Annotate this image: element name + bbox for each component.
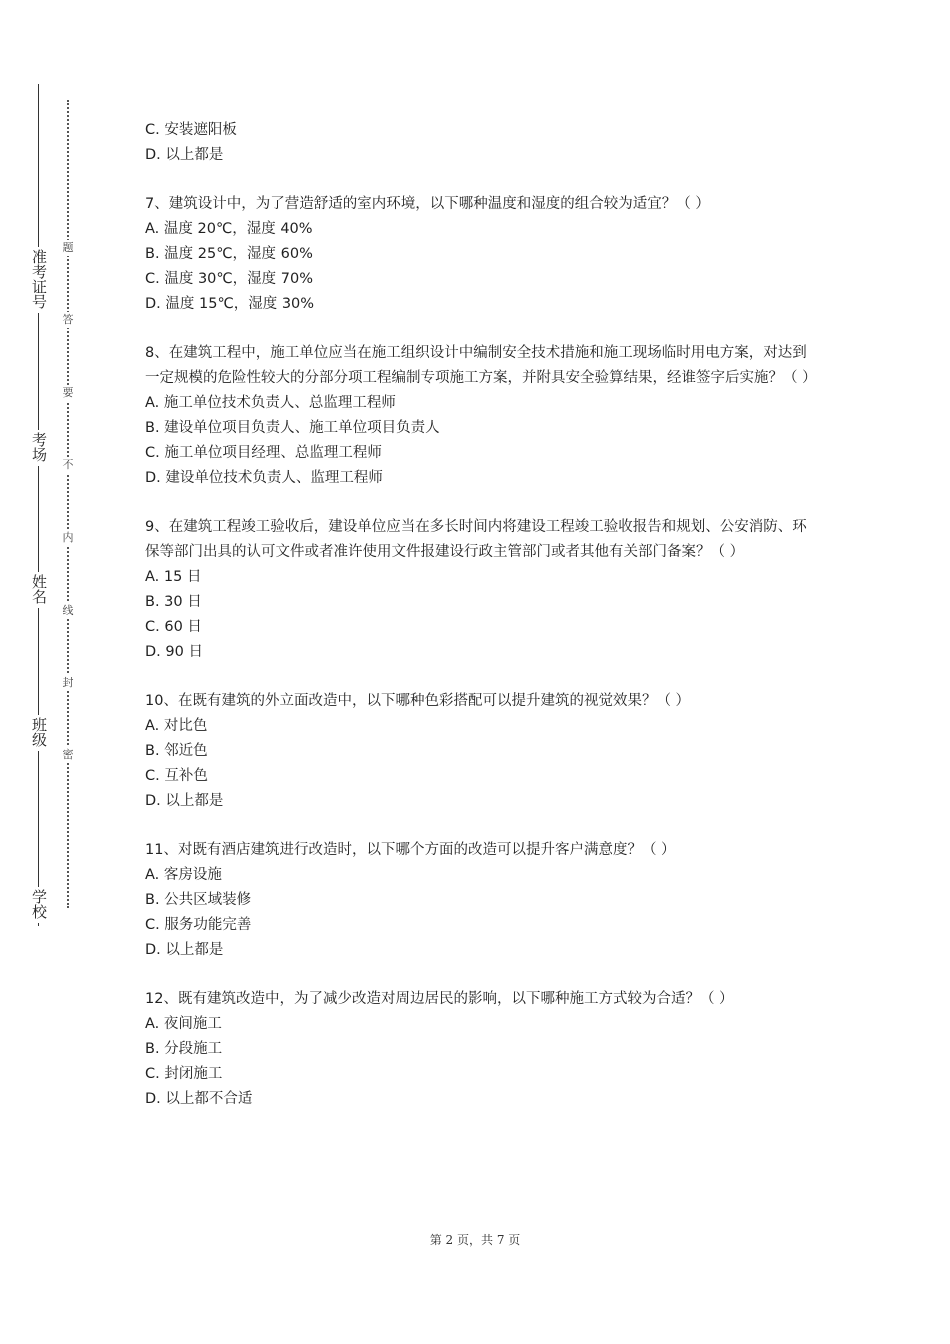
question-text: 9、在建筑工程竣工验收后，建设单位应当在多长时间内将建设工程竣工验收报告和规划、公安消防、环保等部门出具的认可文件或者准许使用文件报建设行政主管部门或者其他有关部门备案？（ ） (145, 519, 807, 560)
question-7 (145, 192, 815, 317)
option: D. 以上都是 (145, 942, 224, 958)
binding-margin (0, 0, 90, 1344)
option: D. 以上都是 (145, 793, 224, 809)
seal-char: 题 (62, 241, 74, 254)
option: B. 公共区域装修 (145, 892, 252, 908)
option: D. 90 日 (145, 644, 203, 660)
field-exam-room: 考场 (32, 431, 48, 464)
option: D. 以上都是 (145, 147, 224, 163)
option: C. 互补色 (145, 768, 208, 784)
question-text: 7、建筑设计中，为了营造舒适的室内环境，以下哪种温度和湿度的组合较为适宜？（ ） (145, 196, 710, 212)
seal-dotted-line (67, 100, 69, 908)
question-text: 10、在既有建筑的外立面改造中，以下哪种色彩搭配可以提升建筑的视觉效果？（ ） (145, 693, 691, 709)
option: B. 邻近色 (145, 743, 208, 759)
option: A. 客房设施 (145, 867, 222, 883)
question-text: 11、对既有酒店建筑进行改造时，以下哪个方面的改造可以提升客户满意度？（ ） (145, 842, 676, 858)
seal-char: 封 (62, 676, 74, 689)
option: C. 服务功能完善 (145, 917, 252, 933)
option: B. 分段施工 (145, 1041, 223, 1057)
field-name: 姓名 (32, 573, 48, 606)
seal-char: 内 (62, 531, 74, 544)
seal-char: 答 (62, 313, 74, 326)
option: B. 建设单位项目负责人、施工单位项目负责人 (145, 420, 440, 436)
option: A. 对比色 (145, 718, 208, 734)
option: D. 建设单位技术负责人、监理工程师 (145, 470, 383, 486)
option: B. 温度 25℃，湿度 60% (145, 246, 313, 262)
option: A. 温度 20℃，湿度 40% (145, 221, 313, 237)
seal-char: 不 (62, 458, 74, 471)
seal-char: 要 (62, 386, 74, 399)
option: C. 安装遮阳板 (145, 122, 237, 138)
question-8 (145, 341, 815, 491)
question-9 (145, 515, 815, 665)
seal-char: 线 (62, 604, 74, 617)
option: C. 封闭施工 (145, 1066, 223, 1082)
option: B. 30 日 (145, 594, 202, 610)
question-text: 8、在建筑工程中，施工单位应当在施工组织设计中编制安全技术措施和施工现场临时用电方案，对达到一定规模的危险性较大的分部分项工程编制专项施工方案，并附具安全验算结果，经谁签字后实施？（ ） (145, 345, 817, 386)
question-10 (145, 689, 815, 814)
question-text: 12、既有建筑改造中，为了减少改造对周边居民的影响，以下哪种施工方式较为合适？（ ） (145, 991, 734, 1007)
option: C. 温度 30℃，湿度 70% (145, 271, 314, 287)
field-school: 学校 (32, 888, 48, 921)
exam-content (145, 118, 815, 1112)
question-12 (145, 987, 815, 1112)
field-exam-number: 准考证号 (32, 248, 48, 311)
option: D. 温度 15℃，湿度 30% (145, 296, 315, 312)
binding-solid-line (38, 84, 39, 926)
field-class: 班级 (32, 716, 48, 749)
option: A. 施工单位技术负责人、总监理工程师 (145, 395, 396, 411)
option: C. 60 日 (145, 619, 202, 635)
page-footer: 第 2 页，共 7 页 (429, 1233, 521, 1247)
option: C. 施工单位项目经理、总监理工程师 (145, 445, 382, 461)
option: A. 夜间施工 (145, 1016, 222, 1032)
option: A. 15 日 (145, 569, 202, 585)
seal-char: 密 (62, 748, 74, 761)
question-11 (145, 838, 815, 963)
option: D. 以上都不合适 (145, 1091, 253, 1107)
continued-options (145, 118, 815, 168)
